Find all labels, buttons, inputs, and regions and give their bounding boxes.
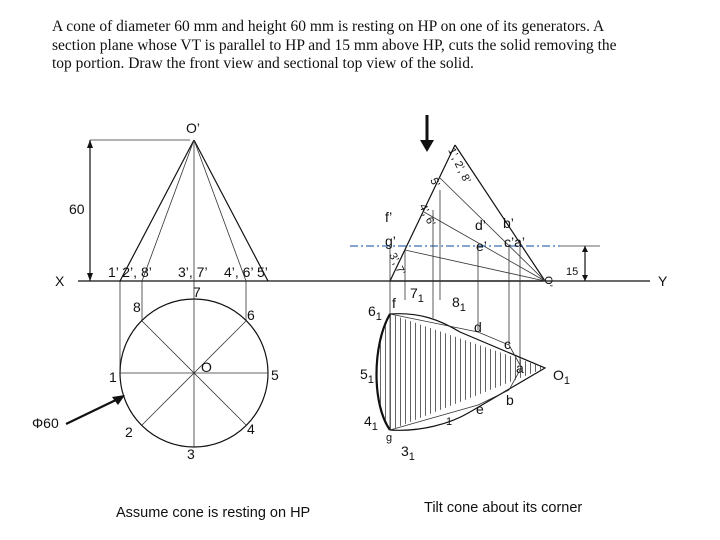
tv-sec-1-label: 1 [446, 416, 453, 428]
front-view-upright [120, 140, 268, 281]
tilted-apex-label: O’ [542, 276, 554, 287]
tv-sec-7-label: $7_1$ [410, 285, 424, 305]
tv-sec-b-label: b [506, 392, 514, 408]
note-right: Tilt cone about its corner [424, 500, 583, 516]
tv-point-5: 5 [271, 367, 279, 383]
tv-center-label: O [201, 359, 212, 375]
projector-lines [120, 281, 246, 373]
tv-sec-e-label: e [476, 401, 484, 417]
tilted-point-4-6: 4’, 6’ [416, 202, 438, 229]
tv-sec-4-label: $4_1$ [364, 413, 378, 433]
tv-point-7: 7 [193, 284, 201, 300]
height-dimension [87, 140, 190, 281]
tv-sec-f-label: f [392, 295, 396, 311]
tv-point-8: 8 [133, 299, 141, 315]
note-left: Assume cone is resting on HP [116, 505, 311, 521]
tv-point-4: 4 [247, 421, 255, 437]
problem-line-1: A cone of diameter 60 mm and height 60 mm is resting on HP on one of its generators. A [52, 18, 605, 35]
tv-sec-g-label: g [386, 432, 393, 444]
diameter-leader [66, 395, 125, 424]
tv-point-2: 2 [125, 424, 133, 440]
tv-sec-a-label: a [516, 360, 524, 376]
problem-line-2: section plane whose VT is parallel to HP and 15 mm above HP, cuts the solid removing the [52, 37, 617, 54]
tv-sec-6-label: $6_1$ [368, 303, 382, 323]
dim-15-label: 15 [566, 266, 579, 278]
height-dim-label: 60 [69, 201, 85, 217]
section-ca-label: c’a’ [504, 234, 526, 250]
tv-sec-5-label: $5_1$ [360, 366, 374, 386]
tv-sec-apex-label: $O_1$ [553, 367, 571, 387]
top-view-circle [120, 299, 268, 447]
section-direction-arrow [420, 115, 434, 152]
tv-sec-c-label: c [504, 336, 511, 352]
tv-sec-d-label: d [474, 319, 482, 335]
tv-sec-3-label: $3_1$ [401, 443, 415, 463]
tilted-point-5: 5’ [427, 176, 442, 190]
diameter-dim-label: Φ60 [32, 415, 59, 431]
section-e-label: e’ [476, 238, 487, 254]
section-b-label: b’ [503, 215, 514, 231]
front-view-tilted [390, 145, 545, 281]
y-label: Y [658, 273, 668, 289]
tv-point-3: 3 [187, 446, 195, 462]
section-g-label: g’ [385, 233, 396, 249]
tv-sec-8-label: $8_1$ [452, 294, 466, 314]
x-label: X [55, 273, 65, 289]
apex-fv-label: O’ [186, 120, 200, 136]
tv-point-6: 6 [247, 307, 255, 323]
fv-base-left-label: 1’ 2’, 8’ [108, 264, 152, 280]
section-d-label: d’ [475, 217, 486, 233]
tilted-top-label: 1’, 2’, 8’ [445, 146, 473, 186]
fv-base-right-label: 4’, 6’ 5’ [224, 264, 268, 280]
tilted-point-3-7: 3’, 7’ [386, 251, 408, 278]
tv-point-1: 1 [109, 369, 117, 385]
section-f-label: f’ [385, 209, 393, 225]
fv-base-mid-label: 3’, 7’ [178, 264, 208, 280]
problem-line-3: top portion. Draw the front view and sectional top view of the solid. [52, 55, 474, 72]
